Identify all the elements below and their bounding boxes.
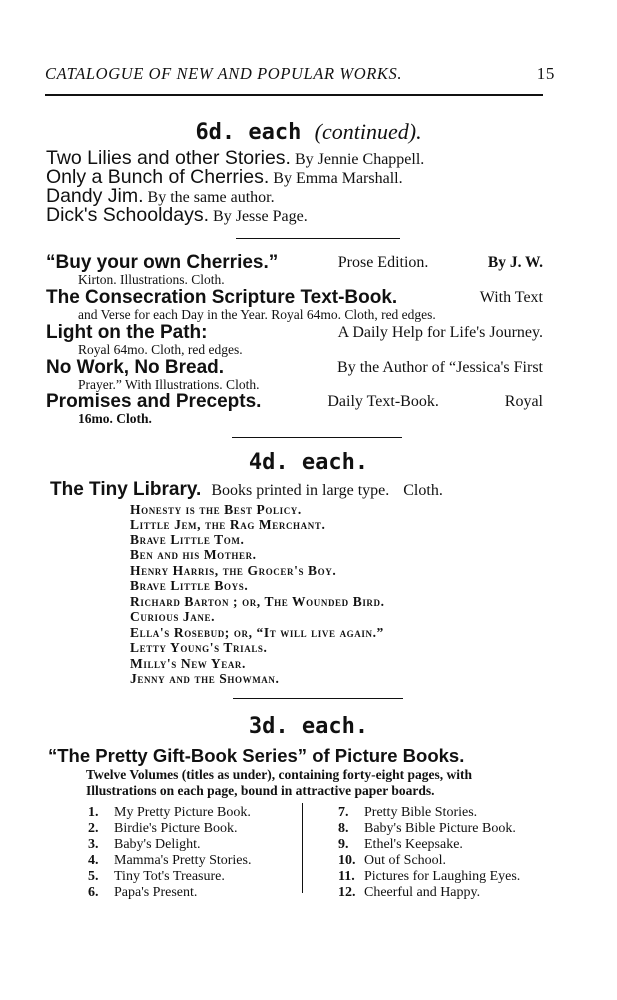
book-entry <box>46 288 543 308</box>
book-subline: 16mo. Cloth. <box>78 411 152 426</box>
library-title: Honesty is the Best Policy. <box>130 502 302 517</box>
book-author: By Jennie Chappell. <box>294 151 425 168</box>
series-binding: Cloth. <box>403 482 443 499</box>
book-entry <box>46 392 543 412</box>
series-description: Twelve Volumes (titles as under), containing forty-eight pages, with <box>86 767 472 782</box>
section-heading-4d <box>0 450 617 476</box>
book-entry <box>46 358 543 378</box>
book-title: Only a Bunch of Cherries. <box>46 166 270 188</box>
book-entry <box>46 323 543 343</box>
book-title: Dandy Jim. <box>46 185 144 207</box>
book-title: Promises and Precepts. <box>46 391 262 412</box>
picture-book-item: 4. Mamma's Pretty Stories. <box>88 853 252 868</box>
book-title: The Consecration Scripture Text-Book. <box>46 287 398 308</box>
series-entry <box>48 746 548 768</box>
book-subline: and Verse for each Day in the Year. Royal 64mo. Cloth, red edges. <box>78 307 436 322</box>
section-divider <box>232 437 402 438</box>
book-title: Two Lilies and other Stories. <box>46 147 291 169</box>
library-title: Curious Jane. <box>130 609 216 624</box>
page-number: 15 <box>536 64 555 83</box>
running-header <box>45 64 555 84</box>
library-title: Little Jem, the Rag Merchant. <box>130 517 326 532</box>
library-title: Jenny and the Showman. <box>130 671 280 686</box>
book-subline: Kirton. Illustrations. Cloth. <box>78 272 225 287</box>
library-title: Brave Little Tom. <box>130 532 245 547</box>
picture-book-item: 9. Ethel's Keepsake. <box>338 837 463 852</box>
book-entry <box>46 205 546 227</box>
picture-book-item: 6. Papa's Present. <box>88 885 198 900</box>
library-title: Ben and his Mother. <box>130 547 257 562</box>
book-subline: Royal 64mo. Cloth, red edges. <box>78 342 243 357</box>
library-title: Ella's Rosebud; or, “It will live again.” <box>130 625 384 640</box>
picture-book-item: 12. Cheerful and Happy. <box>338 885 481 900</box>
section-heading-3d <box>0 714 617 740</box>
book-title: No Work, No Bread. <box>46 357 225 378</box>
library-title: Brave Little Boys. <box>130 578 249 593</box>
picture-book-item: 8. Baby's Bible Picture Book. <box>338 821 516 836</box>
book-author: By Jesse Page. <box>213 208 308 225</box>
picture-book-item: 1. My Pretty Picture Book. <box>88 805 251 820</box>
price-heading: 4d. each. <box>248 450 369 475</box>
picture-book-item: 7. Pretty Bible Stories. <box>338 805 478 820</box>
section-divider <box>236 238 400 239</box>
picture-book-item: 11. Pictures for Laughing Eyes. <box>338 869 521 884</box>
picture-book-item: 10. Out of School. <box>338 853 447 868</box>
book-title: Dick's Schooldays. <box>46 204 210 226</box>
book-title: “Buy your own Cherries.” <box>46 252 279 273</box>
library-title: Letty Young's Trials. <box>130 640 268 655</box>
book-details: With Text <box>479 289 543 306</box>
continued-label: (continued). <box>314 119 422 144</box>
section-heading-6d <box>0 119 617 146</box>
book-details: Daily Text-Book. <box>327 393 439 410</box>
book-author: By the same author. <box>147 189 275 206</box>
series-description: Books printed in large type. <box>211 482 390 499</box>
series-title: The Tiny Library. <box>50 479 202 500</box>
book-author: By Emma Marshall. <box>273 170 403 187</box>
book-details: A Daily Help for Life's Journey. <box>337 324 543 341</box>
book-entry <box>46 253 543 273</box>
series-entry <box>50 480 550 501</box>
price-heading: 6d. each <box>195 120 302 145</box>
book-details: By the Author of “Jessica's First <box>337 359 543 376</box>
library-title: Milly's New Year. <box>130 656 247 671</box>
book-title: Light on the Path: <box>46 322 208 343</box>
header-title: CATALOGUE OF NEW AND POPULAR WORKS. <box>45 64 403 83</box>
series-title: “The Pretty Gift-Book Series” of Picture Books. <box>48 745 465 766</box>
series-description: Illustrations on each page, bound in attractive paper boards. <box>86 783 435 798</box>
library-title: Richard Barton ; or, The Wounded Bird. <box>130 594 385 609</box>
library-title: Henry Harris, the Grocer's Boy. <box>130 563 337 578</box>
book-author: By J. W. <box>487 254 543 271</box>
picture-book-item: 5. Tiny Tot's Treasure. <box>88 869 225 884</box>
book-details: Prose Edition. <box>337 254 429 271</box>
section-divider <box>233 698 403 699</box>
header-rule <box>45 94 543 96</box>
price-heading: 3d. each. <box>248 714 369 739</box>
picture-book-item: 2. Birdie's Picture Book. <box>88 821 238 836</box>
book-subline: Prayer.” With Illustrations. Cloth. <box>78 377 260 392</box>
picture-book-item: 3. Baby's Delight. <box>88 837 201 852</box>
book-details-format: Royal <box>504 393 543 410</box>
column-divider <box>302 803 303 893</box>
